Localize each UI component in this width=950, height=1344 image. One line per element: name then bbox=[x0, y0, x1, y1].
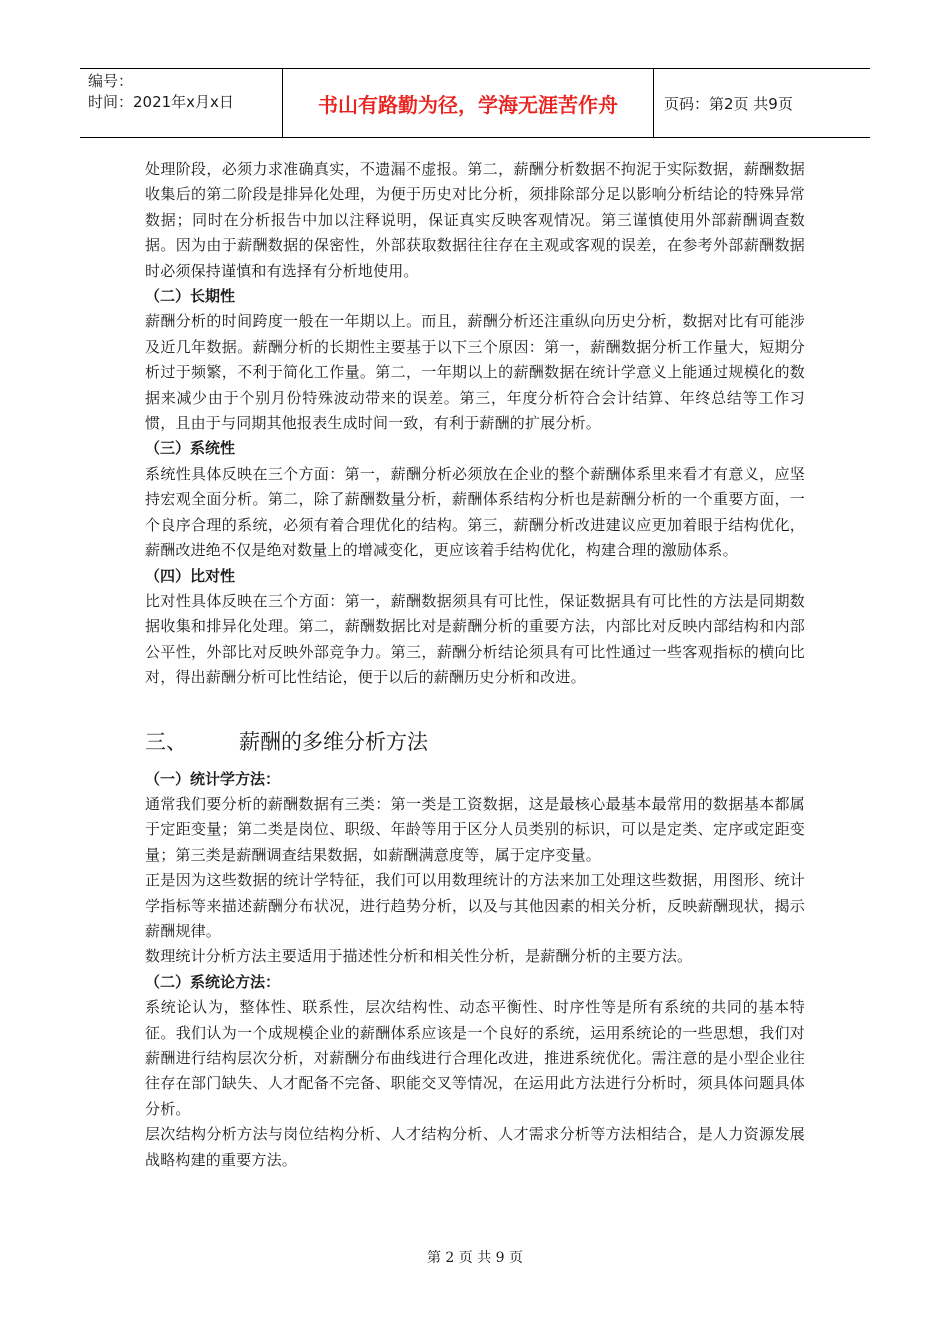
section-number: 三、 bbox=[145, 729, 187, 754]
section-heading bbox=[145, 725, 805, 759]
paragraph: 层次结构分析方法与岗位结构分析、人才结构分析、人才需求分析等方法相结合，是人力资源发展战略构建的重要方法。 bbox=[145, 1125, 805, 1169]
subheading: （三）系统性 bbox=[145, 439, 236, 458]
document-body bbox=[145, 157, 805, 1173]
paragraph: 正是因为这些数据的统计学特征，我们可以用数理统计的方法来加工处理这些数据，用图形、统计学指标等来描述薪酬分布状况，进行趋势分析，以及与其他因素的相关分析，反映薪酬现状，揭示薪酬规律。 bbox=[145, 871, 805, 940]
subheading: （四）比对性 bbox=[145, 566, 236, 585]
time-label: 时间：2021年x月x日 bbox=[88, 93, 234, 111]
page-header bbox=[80, 68, 870, 138]
paragraph: 通常我们要分析的薪酬数据有三类：第一类是工资数据，这是最核心最基本最常用的数据基本都属于定距变量；第二类是岗位、职级、年龄等用于区分人员类别的标识，可以是定类、定序或定距变量；第三类是薪酬调查结果数据，如薪酬满意度等，属于定序变量。 bbox=[145, 794, 805, 864]
paragraph: 系统论认为，整体性、联系性，层次结构性、动态平衡性、时序性等是所有系统的共同的基本特征。我们认为一个成规模企业的薪酬体系应该是一个良好的系统，运用系统论的一些思想，我们对薪酬进行结构层次分析，对薪酬分布曲线进行合理化改进，推进系统优化。需注意的是小型企业往往存在部门缺失、人才配备不完备、职能交叉等情况，在运用此方法进行分析时，须具体问题具体分析。 bbox=[145, 998, 805, 1118]
subheading: （一）统计学方法： bbox=[145, 769, 281, 788]
page-footer: 第 2 页 共 9 页 bbox=[426, 1250, 524, 1266]
paragraph: 比对性具体反映在三个方面：第一，薪酬数据须具有可比性，保证数据具有可比性的方法是同期数据收集和排异化处理。第二，薪酬数据比对是薪酬分析的重要方法，内部比对反映内部结构和内部公平性，外部比对反映外部竞争力。第三，薪酬分析结论须具有可比性通过一些客观指标的横向比对，得出薪酬分析可比性结论，便于以后的薪酬历史分析和改进。 bbox=[145, 591, 805, 687]
paragraph: 处理阶段，必须力求准确真实，不遗漏不虚报。第二，薪酬分析数据不拘泥于实际数据，薪酬数据收集后的第二阶段是排异化处理，为便于历史对比分析，须排除部分足以影响分析结论的特殊异常数据；同时在分析报告中加以注释说明，保证真实反映客观情况。第三谨慎使用外部薪酬调查数据。因为由于薪酬数据的保密性，外部获取数据往往存在主观或客观的误差，在参考外部薪酬数据时必须保持谨慎和有选择有分析地使用。 bbox=[145, 160, 805, 280]
paragraph: 数理统计分析方法主要适用于描述性分析和相关性分析，是薪酬分析的主要方法。 bbox=[145, 947, 693, 966]
number-label: 编号： bbox=[88, 72, 134, 90]
header-page-code: 页码：第2页 共9页 bbox=[664, 94, 793, 113]
subheading: （二）系统论方法： bbox=[145, 972, 281, 991]
paragraph: 系统性具体反映在三个方面：第一，薪酬分析必须放在企业的整个薪酬体系里来看才有意义，应坚持宏观全面分析。第二，除了薪酬数量分析，薪酬体系结构分析也是薪酬分析的一个重要方面，一个良序合理的系统，必须有着合理优化的结构。第三，薪酬分析改进建议应更加着眼于结构优化，薪酬改进绝不仅是绝对数量上的增减变化，更应该着手结构优化，构建合理的激励体系。 bbox=[145, 464, 805, 560]
header-motto: 书山有路勤为径，学海无涯苦作舟 bbox=[283, 69, 654, 137]
section-title: 薪酬的多维分析方法 bbox=[239, 729, 428, 754]
subheading: （二）长期性 bbox=[145, 287, 236, 306]
header-meta bbox=[80, 69, 283, 137]
paragraph: 薪酬分析的时间跨度一般在一年期以上。而且，薪酬分析还注重纵向历史分析，数据对比有可能涉及近几年数据。薪酬分析的长期性主要基于以下三个原因：第一，薪酬数据分析工作量大，短期分析过于频繁，不利于简化工作量。第二，一年期以上的薪酬数据在统计学意义上能通过规模化的数据来减少由于个别月份特殊波动带来的误差。第三，年度分析符合会计结算、年终总结等工作习惯，且由于与同期其他报表生成时间一致，有利于薪酬的扩展分析。 bbox=[145, 312, 805, 433]
